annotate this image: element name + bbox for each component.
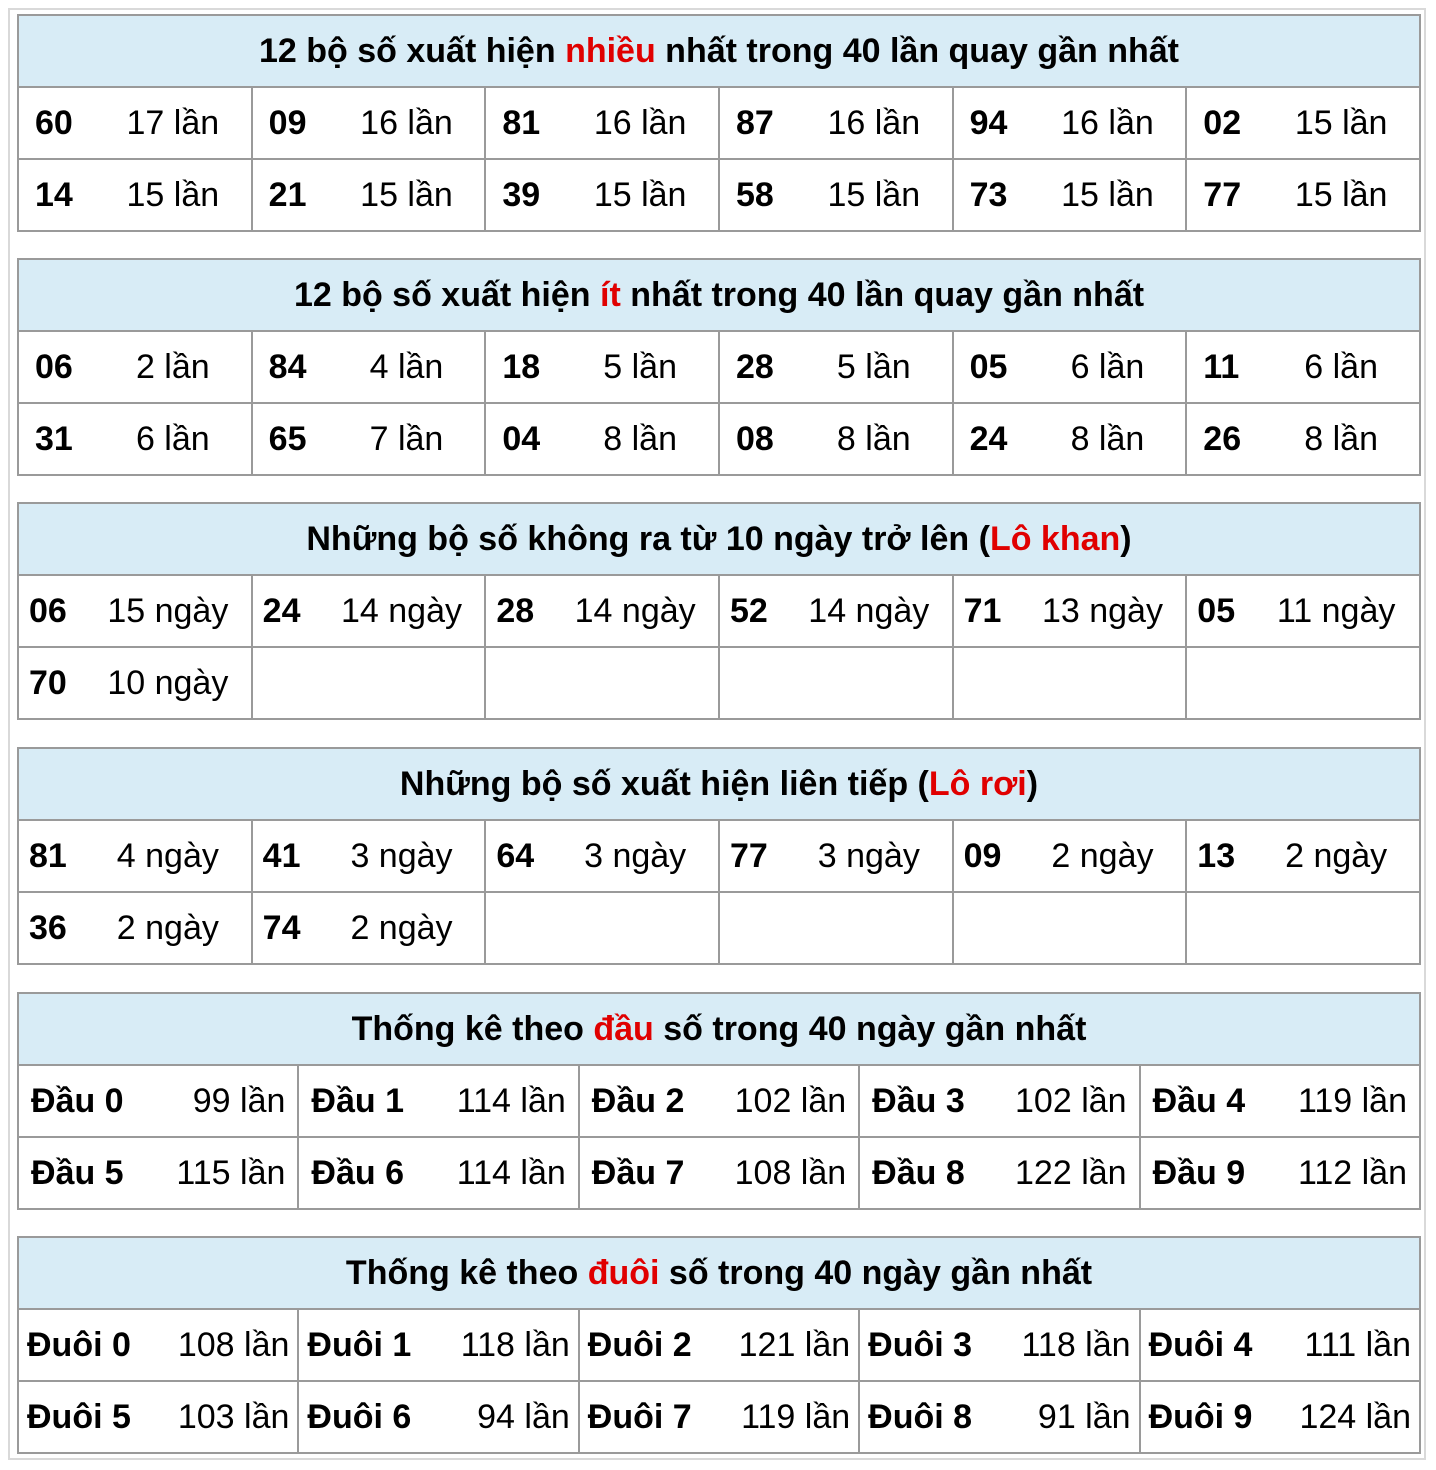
number: 94: [969, 103, 1008, 142]
section-title: Những bộ số xuất hiện liên tiếp (Lô rơi): [18, 748, 1420, 820]
digit-label: Đầu 2: [591, 1081, 685, 1120]
count: 14 ngày: [340, 591, 462, 630]
count: 108 lần: [734, 1153, 847, 1192]
count: 15 lần: [1294, 175, 1388, 214]
count: 15 lần: [126, 175, 220, 214]
digit-label: Đầu 0: [31, 1081, 124, 1120]
number: 09: [268, 103, 307, 142]
stat-cell: [485, 87, 719, 159]
empty-cell: [1186, 647, 1420, 719]
stat-cell: [1140, 1309, 1420, 1381]
stat-cell: [252, 87, 486, 159]
count: 112 lần: [1297, 1153, 1407, 1192]
stat-cell: [859, 1309, 1139, 1381]
stat-cell: [859, 1065, 1139, 1137]
stat-cell: [18, 892, 252, 964]
stat-cell: [719, 159, 953, 231]
count: 108 lần: [177, 1325, 290, 1364]
number: 81: [502, 103, 541, 142]
count: 2 ngày: [350, 908, 453, 947]
stat-cell: [252, 331, 486, 403]
empty-cell: [719, 892, 953, 964]
lo-khan-table: [17, 502, 1421, 720]
stat-cell: [18, 647, 252, 719]
count: 16 lần: [360, 103, 453, 142]
stat-cell: [1140, 1065, 1420, 1137]
stat-cell: [859, 1381, 1139, 1453]
empty-cell: [719, 647, 953, 719]
section-title: 12 bộ số xuất hiện nhiều nhất trong 40 lần quay gần nhất: [18, 15, 1420, 87]
empty-cell: [953, 892, 1187, 964]
count: 91 lần: [1037, 1397, 1131, 1436]
count: 111 lần: [1304, 1325, 1411, 1364]
digit-label: Đuôi 0: [27, 1325, 131, 1364]
number: 84: [268, 347, 307, 386]
count: 2 ngày: [1051, 836, 1154, 875]
count: 121 lần: [738, 1325, 851, 1364]
number: 31: [35, 419, 73, 458]
stat-cell: [1140, 1137, 1420, 1209]
number: 28: [496, 591, 535, 630]
digit-label: Đầu 6: [311, 1153, 404, 1192]
empty-cell: [485, 892, 719, 964]
stat-cell: [485, 820, 719, 892]
count: 15 lần: [827, 175, 921, 214]
stat-cell: [298, 1309, 578, 1381]
count: 8 lần: [603, 419, 677, 458]
number: 26: [1203, 419, 1242, 458]
digit-label: Đầu 8: [872, 1153, 965, 1192]
number: 73: [969, 175, 1008, 214]
digit-label: Đuôi 1: [307, 1325, 412, 1364]
stat-cell: [719, 575, 953, 647]
stat-cell: [953, 403, 1187, 475]
count: 3 ngày: [584, 836, 687, 875]
stat-cell: [719, 820, 953, 892]
count: 15 lần: [1294, 103, 1388, 142]
count: 102 lần: [1015, 1081, 1127, 1120]
stat-cell: [859, 1137, 1139, 1209]
stat-cell: [579, 1065, 859, 1137]
number: 04: [502, 419, 541, 458]
stat-cell: [485, 575, 719, 647]
number: 09: [963, 836, 1002, 875]
stat-cell: [953, 575, 1187, 647]
digit-label: Đuôi 7: [587, 1397, 692, 1436]
stat-cell: [1186, 331, 1420, 403]
stat-cell: [1186, 87, 1420, 159]
stat-cell: [1186, 575, 1420, 647]
lo-roi-table: [17, 747, 1421, 965]
number: 81: [29, 836, 67, 875]
count: 6 lần: [1304, 347, 1378, 386]
least-frequent-table: [17, 258, 1421, 476]
stat-cell: [1186, 159, 1420, 231]
number: 71: [963, 591, 1002, 630]
stat-cell: [252, 575, 486, 647]
highlight-word: đầu: [593, 1009, 654, 1048]
number: 05: [1197, 591, 1236, 630]
digit-label: Đầu 9: [1152, 1153, 1246, 1192]
section-title: Thống kê theo đuôi số trong 40 ngày gần nhất: [18, 1237, 1420, 1309]
count: 17 lần: [126, 103, 220, 142]
stat-cell: [953, 87, 1187, 159]
stat-cell: [18, 159, 252, 231]
stat-cell: [298, 1137, 578, 1209]
tail-digit-table: [17, 1236, 1421, 1454]
number: 52: [729, 591, 768, 630]
count: 8 lần: [1304, 419, 1378, 458]
count: 124 lần: [1299, 1397, 1411, 1436]
count: 2 ngày: [116, 908, 219, 947]
count: 4 ngày: [116, 836, 219, 875]
count: 16 lần: [1061, 103, 1154, 142]
digit-label: Đuôi 2: [587, 1325, 692, 1364]
empty-cell: [1186, 892, 1420, 964]
count: 15 lần: [1061, 175, 1154, 214]
count: 4 lần: [369, 347, 444, 386]
section-title: Thống kê theo đầu số trong 40 ngày gần nhất: [18, 993, 1420, 1065]
stat-cell: [18, 575, 252, 647]
number: 11: [1203, 347, 1240, 386]
stat-cell: [18, 331, 252, 403]
stat-cell: [719, 403, 953, 475]
number: 77: [729, 836, 768, 875]
section-title: 12 bộ số xuất hiện ít nhất trong 40 lần quay gần nhất: [18, 259, 1420, 331]
number: 41: [262, 836, 301, 875]
number: 21: [268, 175, 307, 214]
stat-cell: [18, 1309, 298, 1381]
number: 74: [262, 908, 301, 947]
digit-label: Đầu 3: [872, 1081, 965, 1120]
stat-cell: [252, 820, 486, 892]
count: 15 lần: [360, 175, 453, 214]
count: 103 lần: [177, 1397, 290, 1436]
stat-cell: [18, 1381, 298, 1453]
number: 13: [1197, 836, 1236, 875]
count: 11 ngày: [1276, 591, 1396, 630]
count: 94 lần: [477, 1397, 570, 1436]
count: 119 lần: [741, 1397, 851, 1436]
stat-cell: [579, 1137, 859, 1209]
count: 114 lần: [456, 1081, 566, 1120]
digit-label: Đầu 7: [591, 1153, 685, 1192]
stat-cell: [298, 1381, 578, 1453]
count: 3 ngày: [350, 836, 453, 875]
number: 70: [29, 663, 67, 702]
digit-label: Đuôi 8: [868, 1397, 973, 1436]
count: 5 lần: [836, 347, 911, 386]
number: 64: [496, 836, 535, 875]
digit-label: Đầu 5: [31, 1153, 124, 1192]
number: 24: [262, 591, 301, 630]
number: 60: [35, 103, 73, 142]
stat-cell: [18, 820, 252, 892]
stat-cell: [252, 892, 486, 964]
number: 14: [35, 175, 73, 214]
stat-cell: [252, 159, 486, 231]
digit-label: Đầu 1: [311, 1081, 404, 1120]
stat-cell: [18, 403, 252, 475]
stat-cell: [1186, 403, 1420, 475]
count: 8 lần: [836, 419, 911, 458]
count: 16 lần: [593, 103, 687, 142]
stat-cell: [485, 331, 719, 403]
stat-cell: [719, 87, 953, 159]
stat-cell: [252, 403, 486, 475]
count: 114 lần: [456, 1153, 566, 1192]
stat-cell: [485, 159, 719, 231]
count: 102 lần: [734, 1081, 847, 1120]
stat-cell: [298, 1065, 578, 1137]
empty-cell: [485, 647, 719, 719]
count: 8 lần: [1070, 419, 1145, 458]
count: 115 lần: [176, 1153, 286, 1192]
stat-cell: [579, 1381, 859, 1453]
number: 58: [735, 175, 774, 214]
digit-label: Đuôi 4: [1148, 1325, 1253, 1364]
highlight-word: nhiều: [565, 31, 656, 70]
number: 28: [735, 347, 774, 386]
stat-cell: [18, 1137, 298, 1209]
stat-cell: [719, 331, 953, 403]
number: 24: [969, 419, 1008, 458]
count: 118 lần: [460, 1325, 570, 1364]
digit-label: Đuôi 9: [1148, 1397, 1253, 1436]
stat-cell: [18, 1065, 298, 1137]
highlight-word: Lô khan: [989, 519, 1121, 558]
number: 39: [502, 175, 541, 214]
highlight-word: ít: [600, 275, 621, 314]
stat-cell: [953, 820, 1187, 892]
count: 14 ngày: [574, 591, 696, 630]
count: 122 lần: [1015, 1153, 1127, 1192]
count: 15 ngày: [107, 591, 229, 630]
count: 13 ngày: [1041, 591, 1163, 630]
number: 36: [29, 908, 67, 947]
count: 118 lần: [1021, 1325, 1131, 1364]
number: 02: [1203, 103, 1242, 142]
digit-label: Đuôi 3: [868, 1325, 973, 1364]
count: 15 lần: [593, 175, 687, 214]
stat-cell: [953, 331, 1187, 403]
stat-cell: [1140, 1381, 1420, 1453]
digit-label: Đầu 4: [1152, 1081, 1246, 1120]
count: 14 ngày: [808, 591, 930, 630]
count: 119 lần: [1297, 1081, 1407, 1120]
count: 3 ngày: [817, 836, 920, 875]
count: 7 lần: [369, 419, 444, 458]
count: 6 lần: [1070, 347, 1145, 386]
count: 16 lần: [827, 103, 921, 142]
empty-cell: [252, 647, 486, 719]
number: 18: [502, 347, 541, 386]
section-title: Những bộ số không ra từ 10 ngày trở lên (Lô khan): [18, 503, 1420, 575]
empty-cell: [953, 647, 1187, 719]
stat-cell: [485, 403, 719, 475]
number: 08: [735, 419, 774, 458]
number: 06: [29, 591, 67, 630]
count: 99 lần: [192, 1081, 286, 1120]
highlight-word: Lô rơi: [928, 764, 1027, 803]
number: 77: [1203, 175, 1242, 214]
digit-label: Đuôi 5: [27, 1397, 131, 1436]
stat-cell: [953, 159, 1187, 231]
count: 5 lần: [603, 347, 677, 386]
head-digit-table: [17, 992, 1421, 1210]
count: 6 lần: [135, 419, 210, 458]
number: 87: [735, 103, 774, 142]
number: 06: [35, 347, 73, 386]
count: 10 ngày: [107, 663, 229, 702]
digit-label: Đuôi 6: [307, 1397, 412, 1436]
stat-cell: [1186, 820, 1420, 892]
stat-cell: [579, 1309, 859, 1381]
number: 05: [969, 347, 1008, 386]
highlight-word: đuôi: [587, 1253, 660, 1292]
count: 2 lần: [135, 347, 210, 386]
most-frequent-table: [17, 14, 1421, 232]
count: 2 ngày: [1285, 836, 1388, 875]
number: 65: [268, 419, 307, 458]
stat-cell: [18, 87, 252, 159]
